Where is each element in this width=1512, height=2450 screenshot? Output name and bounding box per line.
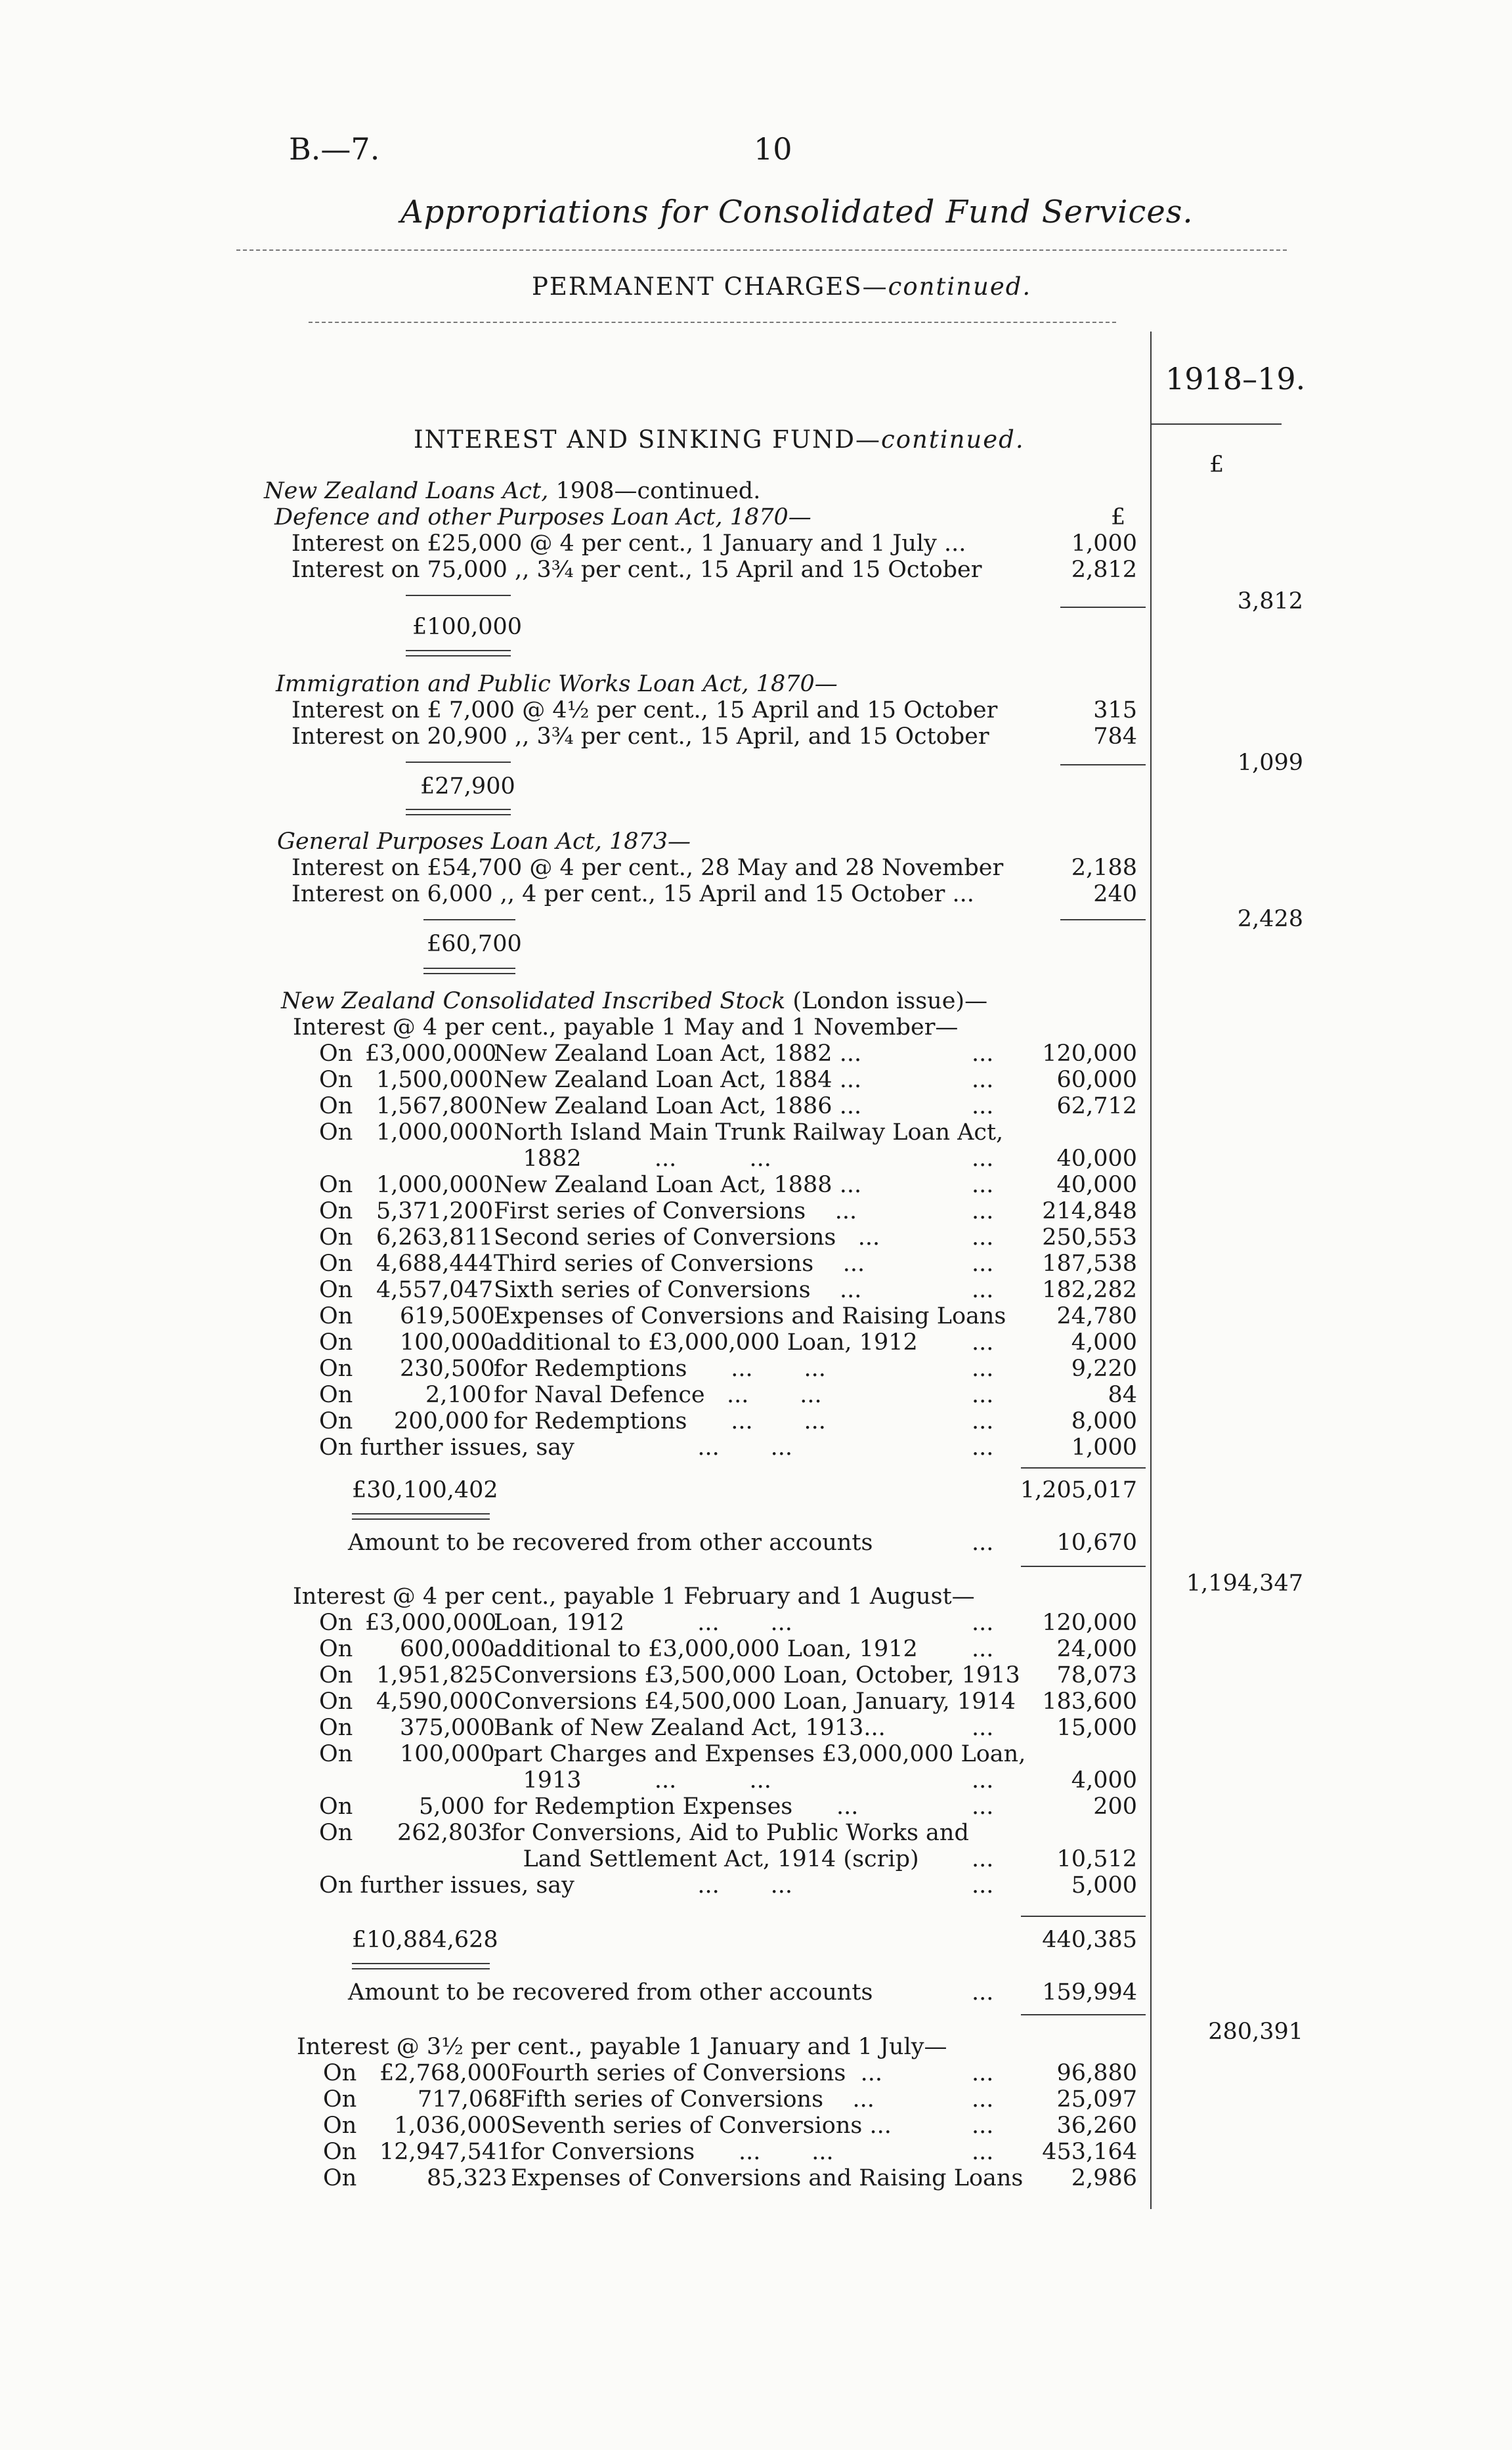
row-on: On: [323, 2113, 357, 2139]
row-dots: ...: [972, 1715, 994, 1741]
subtitle-divider: [309, 322, 1116, 323]
row-on: On: [319, 1741, 353, 1767]
row-on: On: [319, 1172, 353, 1198]
row-sum: 12,947,541: [379, 2139, 511, 2165]
row-dots: ...: [972, 2086, 994, 2113]
row-desc: Fifth series of Conversions ...: [511, 2086, 875, 2113]
row-dots: ...: [972, 1636, 994, 1662]
row-dots: ...: [972, 1172, 994, 1198]
principal-double-rule: [406, 650, 511, 651]
row-desc: for Redemptions ... ...: [494, 1356, 826, 1382]
row-sum: 1,951,825: [376, 1662, 494, 1688]
row-on: On: [319, 1093, 353, 1119]
row-sum: 230,500: [400, 1356, 495, 1382]
principal-double-rule: [406, 655, 511, 656]
line-item: Interest on £25,000 @ 4 per cent., 1 January and 1 July ...: [292, 530, 966, 557]
row-dots: ...: [972, 1408, 994, 1434]
row-dots: ...: [972, 2113, 994, 2139]
row-amount: 8,000: [1071, 1408, 1137, 1434]
row-on: On: [319, 1303, 353, 1329]
row-on: On further issues, say: [319, 1434, 574, 1461]
row-sum: 5,371,200: [376, 1198, 494, 1224]
row-desc: Land Settlement Act, 1914 (scrip): [494, 1846, 919, 1872]
group-principal: £27,900: [420, 773, 515, 800]
row-amount: 187,538: [1042, 1251, 1137, 1277]
row-on: On: [323, 2139, 357, 2165]
row-dots: ...: [972, 1224, 994, 1251]
subtitle: PERMANENT CHARGES—continued.: [532, 272, 1032, 301]
line-amount: 2,188: [1071, 855, 1137, 881]
amount-rule: [1060, 607, 1146, 608]
amount-rule: [1021, 1566, 1146, 1567]
row-dots: ...: [972, 1434, 994, 1461]
group-subtotal: 440,385: [1042, 1927, 1137, 1953]
row-amount: 10,512: [1056, 1846, 1137, 1872]
row-dots: ...: [972, 1067, 994, 1093]
row-desc: for Redemption Expenses ...: [494, 1794, 859, 1820]
principal-rule: [423, 919, 515, 920]
principal-double-rule: [406, 814, 511, 815]
row-on: On further issues, say: [319, 1872, 574, 1899]
row-amount: 36,260: [1056, 2113, 1137, 2139]
row-amount: 62,712: [1056, 1093, 1137, 1119]
row-desc: Seventh series of Conversions ...: [511, 2113, 892, 2139]
recovered-label: Amount to be recovered from other accounts: [348, 1979, 873, 2006]
row-desc: Third series of Conversions ...: [494, 1251, 865, 1277]
row-desc: part Charges and Expenses £3,000,000 Loan,: [494, 1741, 1026, 1767]
row-amount: 24,780: [1056, 1303, 1137, 1329]
row-desc: New Zealand Loan Act, 1884 ...: [494, 1067, 862, 1093]
row-desc: Fourth series of Conversions ...: [511, 2060, 882, 2086]
row-dots: ...: [972, 1530, 994, 1556]
row-amount: 78,073: [1056, 1662, 1137, 1688]
row-sum: 100,000: [400, 1329, 495, 1356]
line-item: Interest on 6,000 ,, 4 per cent., 15 April and 15 October ...: [292, 881, 974, 907]
principal-double-rule: [423, 968, 515, 969]
row-desc: additional to £3,000,000 Loan, 1912: [494, 1329, 918, 1356]
group-total: 1,194,347: [1186, 1570, 1303, 1597]
row-sum: 375,000: [400, 1715, 495, 1741]
row-on: On: [319, 1224, 353, 1251]
row-sum: £3,000,000: [365, 1610, 497, 1636]
row-on: On: [323, 2086, 357, 2113]
row-dots: ...: [972, 1146, 994, 1172]
subtotal-rule: [1021, 1916, 1146, 1917]
row-sum: £2,768,000: [379, 2060, 511, 2086]
row-dots: ...: [972, 1329, 994, 1356]
section-heading: INTEREST AND SINKING FUND—continued.: [414, 425, 1025, 454]
row-dots: ...: [972, 1846, 994, 1872]
row-amount: 60,000: [1056, 1067, 1137, 1093]
row-sum: 600,000: [400, 1636, 495, 1662]
principal-double-rule: [406, 809, 511, 810]
group-total: 1,099: [1237, 750, 1303, 776]
row-on: On: [319, 1277, 353, 1303]
row-desc: New Zealand Loan Act, 1888 ...: [494, 1172, 862, 1198]
row-desc: 1913 ... ...: [494, 1767, 771, 1794]
row-on: On: [319, 1356, 353, 1382]
act-heading: New Zealand Loans Act, 1908—continued.: [264, 478, 761, 504]
row-on: On: [319, 1067, 353, 1093]
row-amount: 84: [1108, 1382, 1137, 1408]
row-amount: 96,880: [1056, 2060, 1137, 2086]
row-desc: 1882 ... ...: [494, 1146, 771, 1172]
row-dots: ...: [972, 1277, 994, 1303]
row-amount: 40,000: [1056, 1172, 1137, 1198]
row-desc: New Zealand Loan Act, 1882 ...: [494, 1041, 862, 1067]
row-dots: ...: [972, 1356, 994, 1382]
row-amount: 2,986: [1071, 2165, 1137, 2191]
row-dots: ...: [972, 1872, 994, 1899]
row-amount: 24,000: [1056, 1636, 1137, 1662]
row-desc: for Redemptions ... ...: [494, 1408, 826, 1434]
principal-double-rule: [352, 1518, 490, 1520]
row-amount: 453,164: [1042, 2139, 1137, 2165]
row-on: On: [319, 1198, 353, 1224]
page-number: 10: [754, 131, 792, 167]
row-sum: 4,688,444: [376, 1251, 494, 1277]
row-desc: New Zealand Loan Act, 1886 ...: [494, 1093, 862, 1119]
line-item: Interest on 75,000 ,, 3¾ per cent., 15 April and 15 October: [292, 557, 982, 583]
row-desc: for Naval Defence ... ...: [494, 1382, 822, 1408]
row-amount: 182,282: [1042, 1277, 1137, 1303]
group-title: New Zealand Consolidated Inscribed Stock (London issue)—: [281, 988, 988, 1014]
row-sum: 6,263,811: [376, 1224, 494, 1251]
row-on: On: [319, 1382, 353, 1408]
row-desc: Sixth series of Conversions ...: [494, 1277, 862, 1303]
row-amount: 120,000: [1042, 1610, 1137, 1636]
row-dots: ...: [972, 1610, 994, 1636]
principal-rule: [406, 595, 511, 596]
row-desc: Second series of Conversions ...: [494, 1224, 880, 1251]
row-amount: 4,000: [1071, 1767, 1137, 1794]
row-desc: North Island Main Trunk Railway Loan Act,: [494, 1119, 1004, 1146]
row-sum: 100,000: [400, 1741, 495, 1767]
row-sum: 717,068: [418, 2086, 513, 2113]
row-dots: ...: [972, 2139, 994, 2165]
row-sum: 85,323: [427, 2165, 508, 2191]
row-sum: 5,000: [419, 1794, 485, 1820]
row-on: On: [319, 1688, 353, 1715]
row-desc: ... ...: [617, 1872, 793, 1899]
row-dots: ...: [972, 2060, 994, 2086]
group-principal: £10,884,628: [352, 1927, 498, 1953]
row-amount: 250,553: [1042, 1224, 1137, 1251]
line-amount: 1,000: [1071, 530, 1137, 557]
principal-double-rule: [423, 973, 515, 974]
row-desc: Expenses of Conversions and Raising Loans: [511, 2165, 1024, 2191]
group-principal: £60,700: [427, 931, 522, 957]
page-title: Appropriations for Consolidated Fund Services.: [400, 194, 1194, 230]
recovered-amount: 159,994: [1042, 1979, 1137, 2006]
group-principal: £30,100,402: [352, 1477, 498, 1503]
row-amount: 15,000: [1056, 1715, 1137, 1741]
row-dots: ...: [972, 1979, 994, 2006]
row-amount: 120,000: [1042, 1041, 1137, 1067]
row-desc: Expenses of Conversions and Raising Loans: [494, 1303, 1006, 1329]
title-divider: [236, 249, 1287, 251]
row-desc: for Conversions, Aid to Public Works and: [491, 1820, 969, 1846]
row-desc: Conversions £4,500,000 Loan, January, 1914: [494, 1688, 1016, 1715]
amount-rule: [1021, 2014, 1146, 2015]
amount-rule: [1060, 764, 1146, 765]
group-principal: £100,000: [412, 614, 523, 640]
row-dots: ...: [972, 1093, 994, 1119]
row-on: On: [319, 1636, 353, 1662]
row-on: On: [323, 2060, 357, 2086]
row-desc: additional to £3,000,000 Loan, 1912: [494, 1636, 918, 1662]
row-desc: First series of Conversions ...: [494, 1198, 857, 1224]
principal-double-rule: [352, 1968, 490, 1969]
row-amount: 200: [1093, 1794, 1137, 1820]
document-code: B.—7.: [289, 131, 380, 167]
row-on: On: [319, 1408, 353, 1434]
row-desc: Conversions £3,500,000 Loan, October, 1913: [494, 1662, 1020, 1688]
row-amount: 183,600: [1042, 1688, 1137, 1715]
line-item: Interest on 20,900 ,, 3¾ per cent., 15 April, and 15 October: [292, 723, 989, 750]
row-desc: Bank of New Zealand Act, 1913...: [494, 1715, 886, 1741]
line-item: Interest on £54,700 @ 4 per cent., 28 May and 28 November: [292, 855, 1004, 881]
row-on: On: [319, 1794, 353, 1820]
row-sum: 2,100: [425, 1382, 492, 1408]
group-intro: Interest @ 4 per cent., payable 1 February and 1 August—: [293, 1583, 975, 1610]
row-dots: ...: [972, 1767, 994, 1794]
group-total: 2,428: [1237, 906, 1303, 932]
row-on: On: [319, 1715, 353, 1741]
row-sum: £3,000,000: [365, 1041, 497, 1067]
row-sum: 4,557,047: [376, 1277, 494, 1303]
group-intro: Interest @ 4 per cent., payable 1 May and 1 November—: [293, 1014, 959, 1041]
principal-double-rule: [352, 1513, 490, 1515]
row-sum: 1,000,000: [376, 1119, 494, 1146]
year-column-header: 1918–19.: [1165, 361, 1306, 397]
row-desc: Loan, 1912 ... ...: [494, 1610, 792, 1636]
group-title: General Purposes Loan Act, 1873—: [277, 828, 691, 855]
row-amount: 1,000: [1071, 1434, 1137, 1461]
line-amount: 240: [1093, 881, 1137, 907]
line-amount: 2,812: [1071, 557, 1137, 583]
row-desc: for Conversions ... ...: [511, 2139, 834, 2165]
row-sum: 1,500,000: [376, 1067, 494, 1093]
row-dots: ...: [972, 1794, 994, 1820]
row-dots: ...: [972, 1251, 994, 1277]
row-on: On: [319, 1041, 353, 1067]
row-on: On: [319, 1820, 353, 1846]
row-on: On: [319, 1329, 353, 1356]
group-title: Defence and other Purposes Loan Act, 1870—: [274, 504, 811, 530]
row-dots: ...: [972, 1041, 994, 1067]
row-desc: ... ...: [617, 1434, 793, 1461]
row-amount: 214,848: [1042, 1198, 1137, 1224]
row-on: On: [319, 1662, 353, 1688]
row-amount: 40,000: [1056, 1146, 1137, 1172]
row-sum: 4,590,000: [376, 1688, 494, 1715]
year-header-rule: [1150, 423, 1282, 425]
row-amount: 25,097: [1056, 2086, 1137, 2113]
row-sum: 1,036,000: [394, 2113, 511, 2139]
principal-rule: [406, 762, 511, 763]
row-sum: 262,803: [397, 1820, 492, 1846]
group-total: 3,812: [1237, 588, 1303, 614]
recovered-amount: 10,670: [1056, 1530, 1137, 1556]
row-sum: 200,000: [394, 1408, 489, 1434]
currency-symbol-amount: £: [1111, 504, 1126, 530]
recovered-label: Amount to be recovered from other accounts: [348, 1530, 873, 1556]
group-total: 280,391: [1208, 2019, 1303, 2045]
row-on: On: [319, 1610, 353, 1636]
row-dots: ...: [972, 1198, 994, 1224]
line-item: Interest on £ 7,000 @ 4½ per cent., 15 April and 15 October: [292, 697, 998, 723]
subtotal-rule: [1021, 1467, 1146, 1469]
row-amount: 4,000: [1071, 1329, 1137, 1356]
line-amount: 315: [1093, 697, 1137, 723]
amount-rule: [1060, 919, 1146, 920]
group-intro: Interest @ 3½ per cent., payable 1 January and 1 July—: [297, 2034, 947, 2060]
row-dots: ...: [972, 1382, 994, 1408]
row-on: On: [323, 2165, 357, 2191]
row-sum: 1,000,000: [376, 1172, 494, 1198]
group-title: Immigration and Public Works Loan Act, 1870—: [276, 671, 838, 697]
group-subtotal: 1,205,017: [1020, 1477, 1137, 1503]
row-sum: 1,567,800: [376, 1093, 494, 1119]
row-on: On: [319, 1251, 353, 1277]
row-amount: 9,220: [1071, 1356, 1137, 1382]
row-amount: 5,000: [1071, 1872, 1137, 1899]
principal-double-rule: [352, 1963, 490, 1964]
line-amount: 784: [1093, 723, 1137, 750]
currency-symbol-total: £: [1209, 452, 1224, 478]
row-on: On: [319, 1119, 353, 1146]
row-sum: 619,500: [400, 1303, 495, 1329]
